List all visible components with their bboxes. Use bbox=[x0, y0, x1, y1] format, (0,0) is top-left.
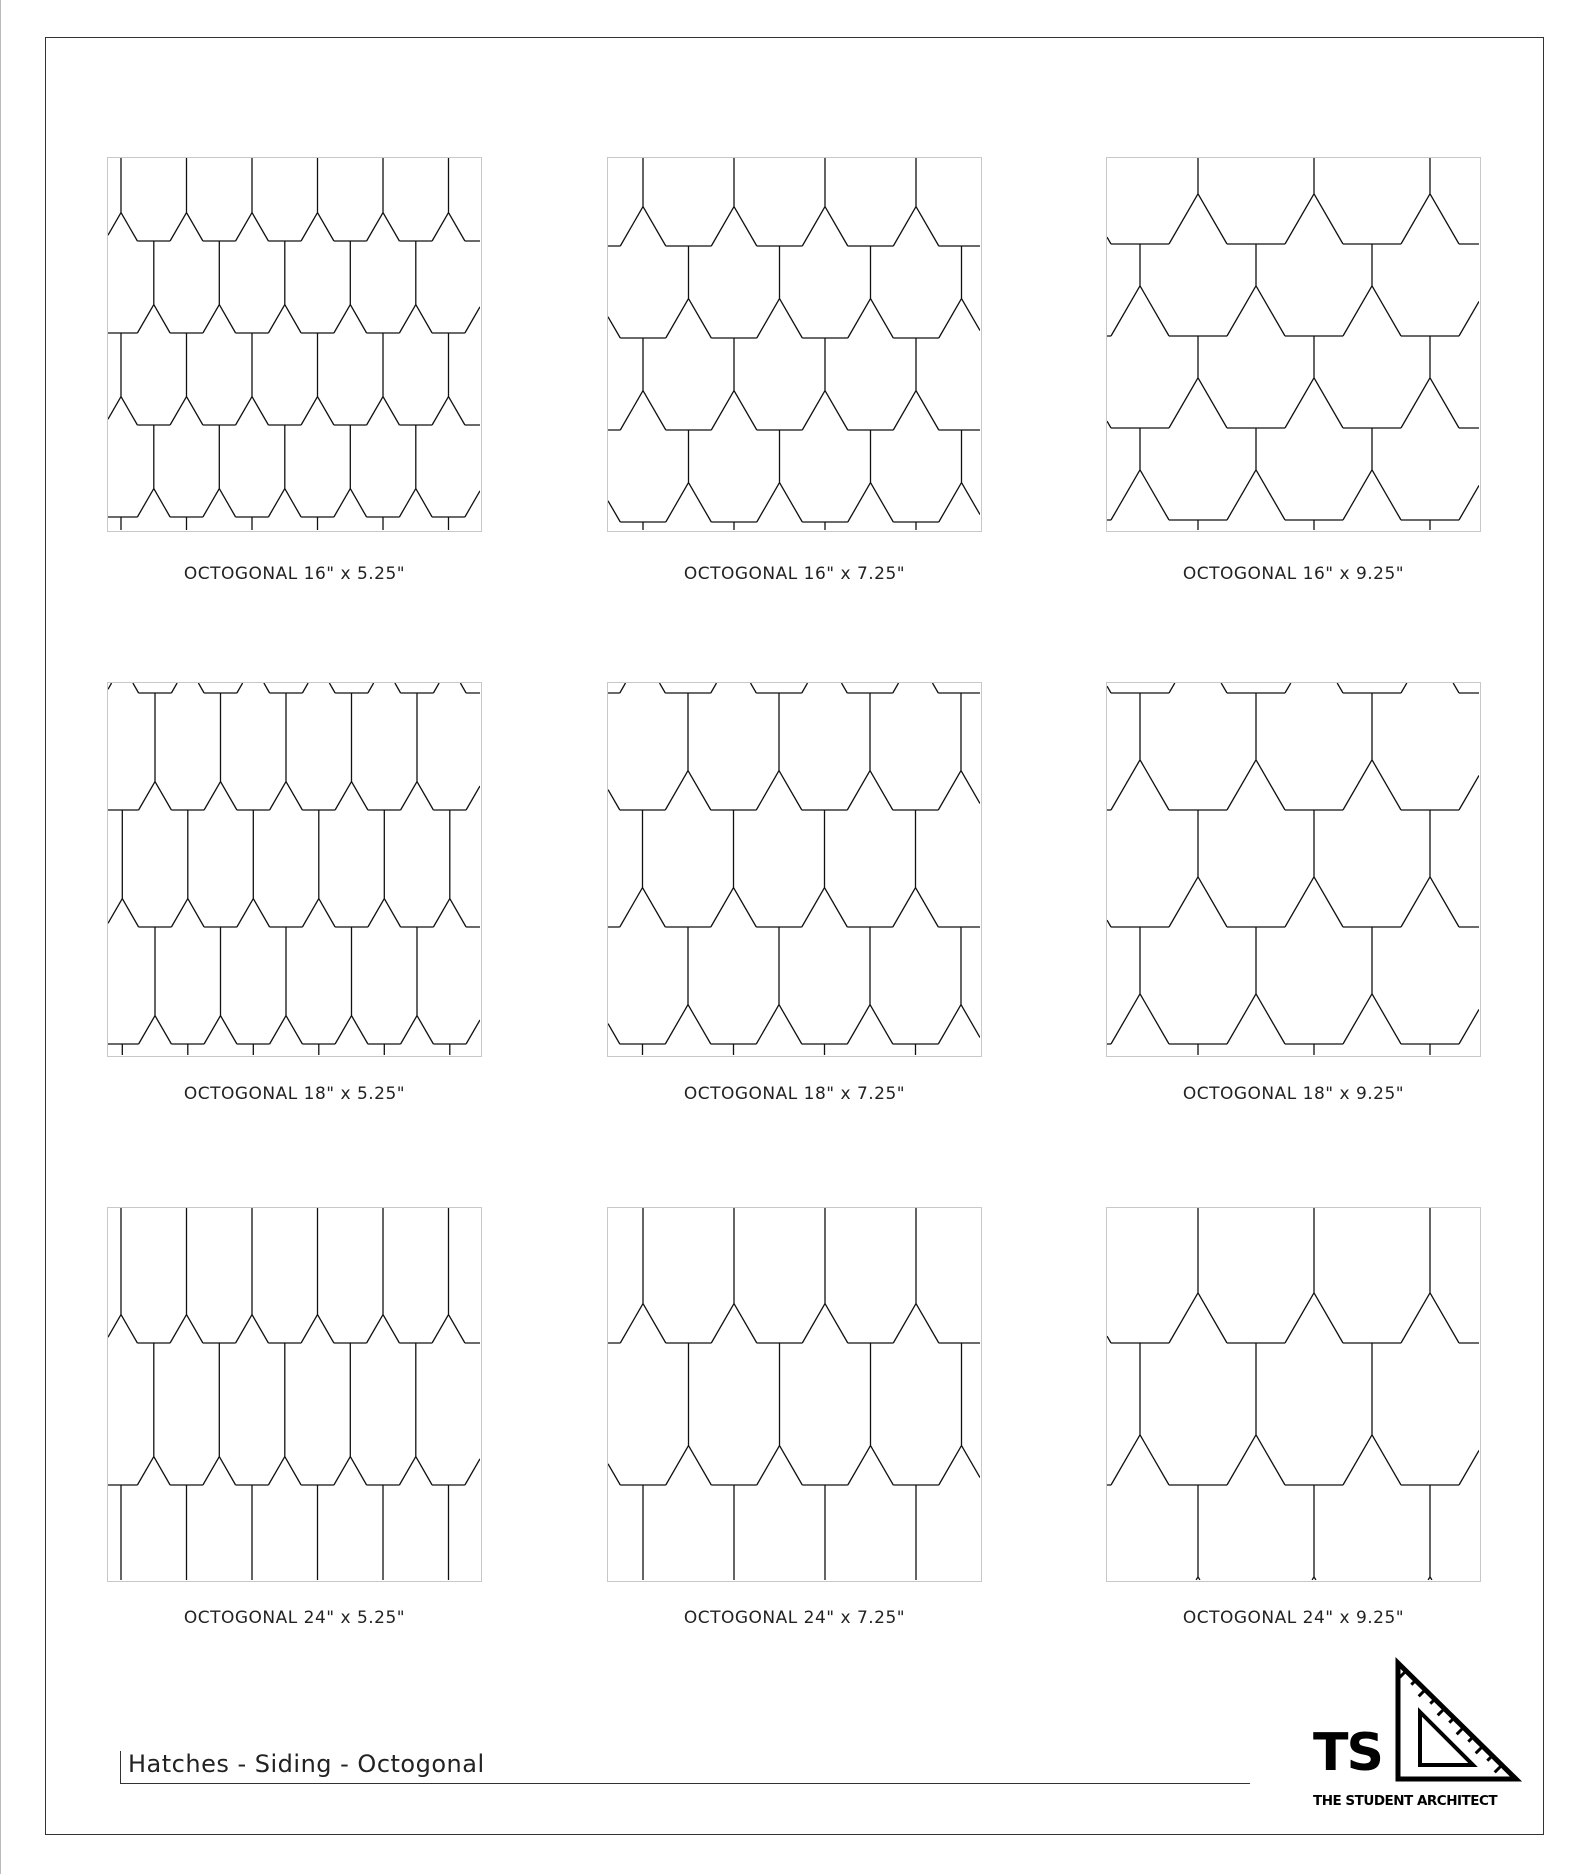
title-underline bbox=[120, 1783, 1250, 1784]
hatch-panel bbox=[1106, 157, 1481, 532]
sheet-title: Hatches - Siding - Octogonal bbox=[128, 1750, 485, 1778]
tile-outlines bbox=[1107, 158, 1479, 530]
ruler-tick bbox=[1438, 1709, 1444, 1715]
ruler-tick bbox=[1419, 1690, 1425, 1696]
ruler-tick bbox=[1449, 1719, 1453, 1723]
ruler-tick bbox=[1476, 1747, 1482, 1753]
octagonal-siding-pattern bbox=[608, 158, 980, 530]
logo-name: THE STUDENT ARCHITECT bbox=[1313, 1793, 1498, 1809]
hatch-panel bbox=[607, 157, 982, 532]
ruler-tick bbox=[1457, 1728, 1463, 1734]
octagonal-siding-pattern bbox=[108, 1208, 480, 1580]
octagonal-siding-pattern bbox=[1107, 1208, 1479, 1580]
title-tick bbox=[120, 1751, 121, 1783]
hatch-caption: OCTOGONAL 24" x 7.25" bbox=[683, 1608, 906, 1628]
tile-outlines bbox=[1107, 1208, 1479, 1580]
tile-outlines bbox=[608, 158, 980, 530]
octagonal-siding-pattern bbox=[1107, 158, 1479, 530]
hatch-caption: OCTOGONAL 18" x 9.25" bbox=[1182, 1084, 1405, 1104]
hatch-caption: OCTOGONAL 16" x 5.25" bbox=[183, 564, 406, 584]
tile-outlines bbox=[608, 1208, 980, 1580]
tile-outlines bbox=[108, 158, 480, 530]
hatch-panel bbox=[607, 682, 982, 1057]
hatch-caption: OCTOGONAL 18" x 5.25" bbox=[183, 1084, 406, 1104]
hatch-caption: OCTOGONAL 18" x 7.25" bbox=[683, 1084, 906, 1104]
octagonal-siding-pattern bbox=[608, 1208, 980, 1580]
hatch-panel bbox=[1106, 1207, 1481, 1582]
tile-outlines bbox=[608, 683, 980, 1055]
hatch-caption: OCTOGONAL 16" x 9.25" bbox=[1182, 564, 1405, 584]
octagonal-siding-pattern bbox=[108, 158, 480, 530]
ruler-tick bbox=[1487, 1757, 1491, 1761]
ruler-tick bbox=[1411, 1681, 1415, 1685]
ruler-tick bbox=[1430, 1700, 1434, 1704]
hatch-panel bbox=[1106, 682, 1481, 1057]
octagonal-siding-pattern bbox=[108, 683, 480, 1055]
hatch-panel bbox=[107, 1207, 482, 1582]
hatch-panel bbox=[107, 682, 482, 1057]
tile-outlines bbox=[108, 1208, 480, 1580]
octagonal-siding-pattern bbox=[1107, 683, 1479, 1055]
tile-outlines bbox=[1107, 683, 1479, 1055]
ruler-tick bbox=[1468, 1738, 1472, 1742]
hatch-caption: OCTOGONAL 16" x 7.25" bbox=[683, 564, 906, 584]
ruler-tick bbox=[1495, 1766, 1501, 1772]
logo-initials: TS bbox=[1313, 1723, 1382, 1783]
hatch-panel bbox=[607, 1207, 982, 1582]
hatch-caption: OCTOGONAL 24" x 9.25" bbox=[1182, 1608, 1405, 1628]
logo bbox=[1305, 1655, 1525, 1820]
hatch-caption: OCTOGONAL 24" x 5.25" bbox=[183, 1608, 406, 1628]
hatch-panel bbox=[107, 157, 482, 532]
tile-outlines bbox=[108, 683, 480, 1055]
octagonal-siding-pattern bbox=[608, 683, 980, 1055]
ruler-tick bbox=[1400, 1671, 1406, 1677]
